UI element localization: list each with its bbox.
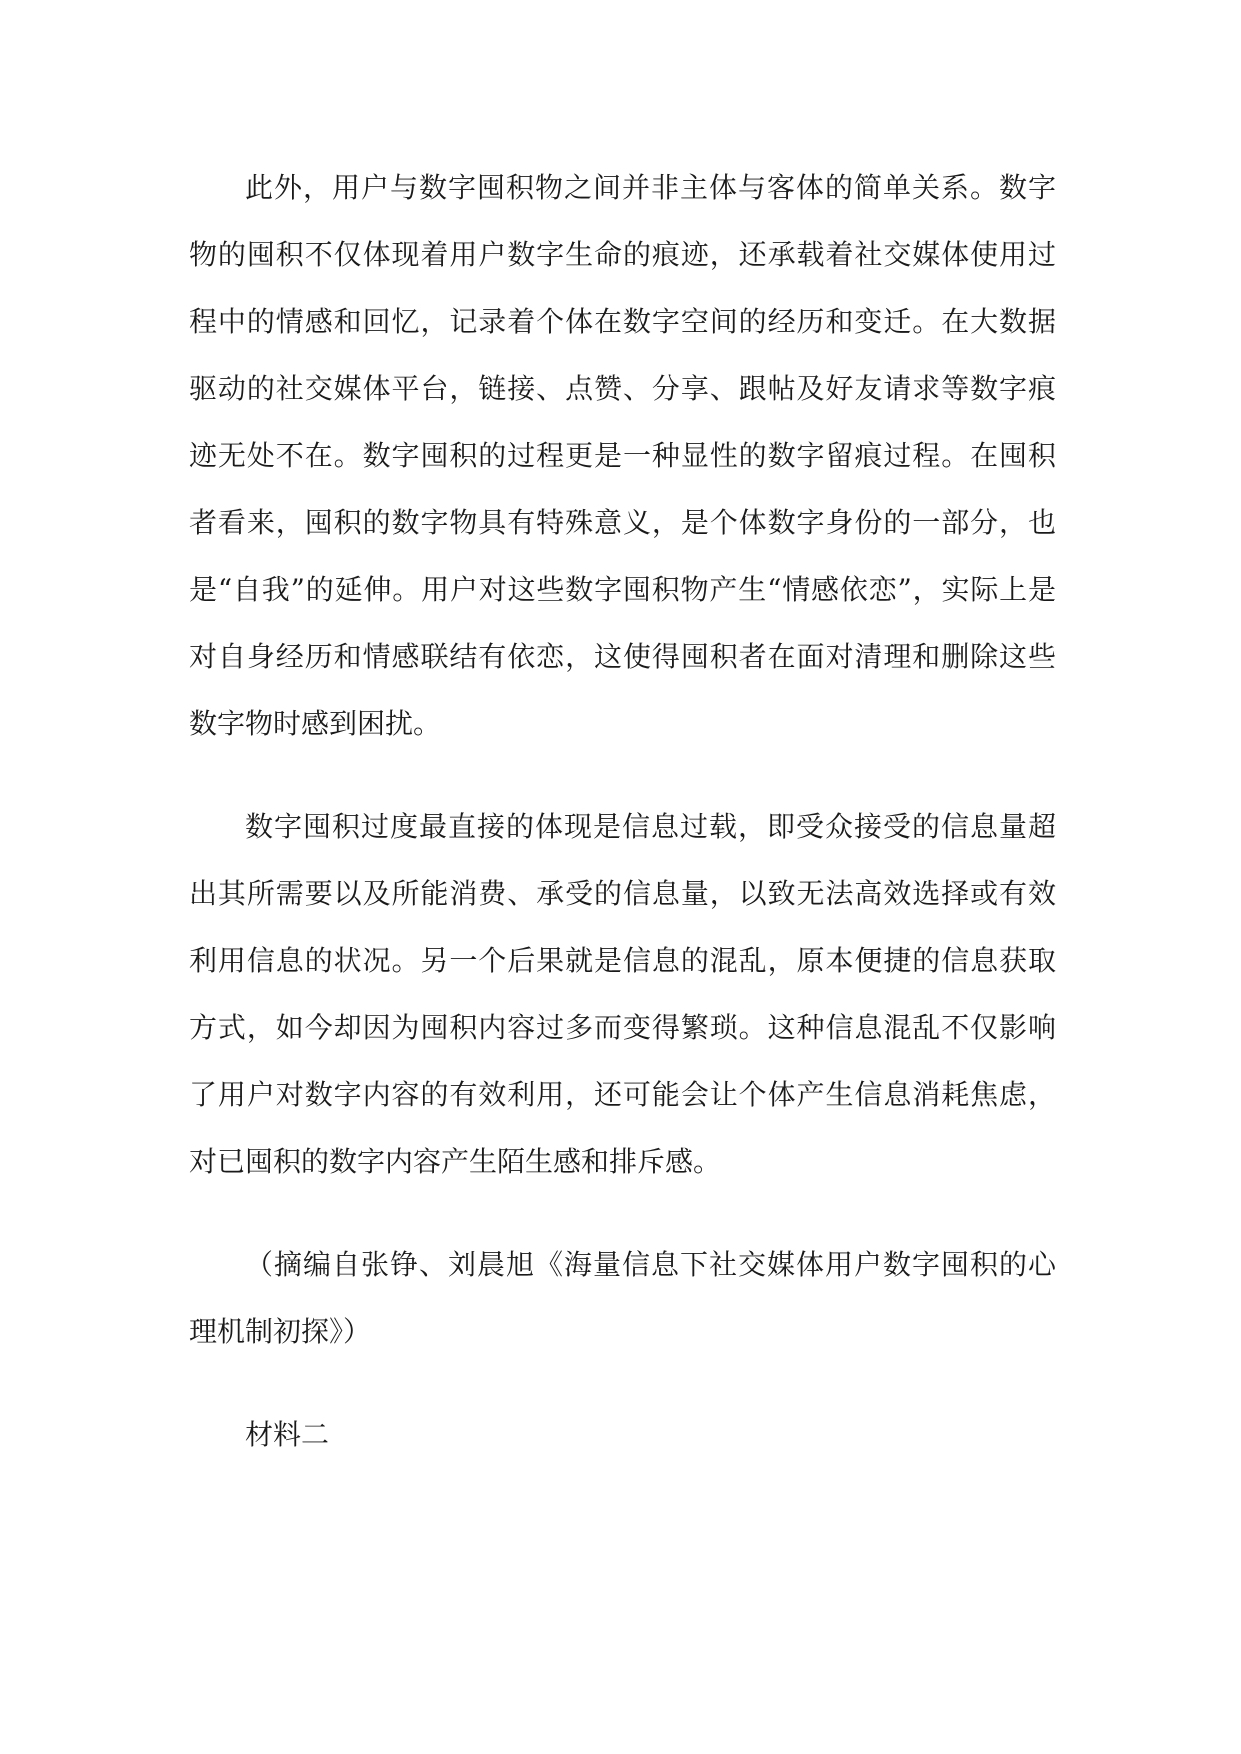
- section-heading-material-two: 材料二: [245, 1418, 330, 1451]
- paragraph-user-attachment: 此外，用户与数字囤积物之间并非主体与客体的简单关系。数字物的囤积不仅体现着用户数字生命的痕迹，还承载着社交媒体使用过程中的情感和回忆，记录着个体在数字空间的经历和变迁。在大数据驱动的社交媒体平台，链接、点赞、分享、跟帖及好友请求等数字痕迹无处不在。数字囤积的过程更是一种显性的数字留痕过程。在囤积者看来，囤积的数字物具有特殊意义，是个体数字身份的一部分，也是“自我”的延伸。用户对这些数字囤积物产生“情感依恋”，实际上是对自身经历和情感联结有依恋，这使得囤积者在面对清理和删除这些数字物时感到困扰。: [189, 171, 1056, 740]
- source-citation: （摘编自张铮、刘晨旭《海量信息下社交媒体用户数字囤积的心理机制初探》）: [189, 1248, 1056, 1348]
- document-body: [189, 154, 1056, 1468]
- paragraph-information-overload: 数字囤积过度最直接的体现是信息过载，即受众接受的信息量超出其所需要以及所能消费、承受的信息量，以致无法高效选择或有效利用信息的状况。另一个后果就是信息的混乱，原本便捷的信息获取方式，如今却因为囤积内容过多而变得繁琐。这种信息混乱不仅影响了用户对数字内容的有效利用，还可能会让个体产生信息消耗焦虑，对已囤积的数字内容产生陌生感和排斥感。: [189, 810, 1056, 1178]
